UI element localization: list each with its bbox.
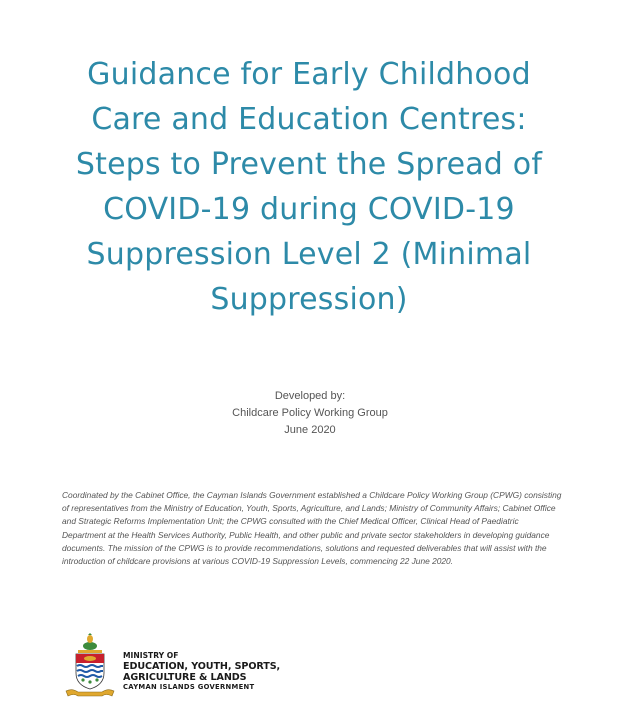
credits-block bbox=[150, 388, 470, 439]
ministry-line-4: CAYMAN ISLANDS GOVERNMENT bbox=[123, 683, 255, 691]
document-title bbox=[40, 52, 578, 322]
ministry-line-2: EDUCATION, YOUTH, SPORTS, bbox=[123, 661, 281, 672]
cayman-islands-coat-of-arms-icon bbox=[60, 633, 120, 699]
ministry-line-1: MINISTRY OF bbox=[123, 651, 179, 660]
title-line-5: Suppression Level 2 (Minimal bbox=[86, 237, 532, 272]
description-paragraph: Coordinated by the Cabinet Office, the Cayman Islands Government established a Childcare Policy Working Group (CPWG) consisting of representatives from the Ministry of Education, Youth, Sports, Agriculture, and Lands; Ministry of Community Affairs; Cabinet Office and Strategic Reforms Implementation Unit; the CPWG consulted with the Chief Medical Officer, Clinical Head of Paediatric Department at the Health Services Authority, Public Health, and other public and private sector stakeholders in developing guidance documents. The mission of the CPWG is to provide recommendations, solutions and requested deliverables that will assist with the introduction of childcare provisions at various COVID-19 Suppression Levels, commencing 22 June 2020. bbox=[62, 490, 562, 567]
developed-by-label: Developed by: bbox=[274, 390, 346, 402]
title-line-4: COVID-19 during COVID-19 bbox=[103, 192, 515, 227]
title-line-1: Guidance for Early Childhood bbox=[87, 57, 531, 92]
title-line-3: Steps to Prevent the Spread of bbox=[75, 147, 543, 182]
working-group-name: Childcare Policy Working Group bbox=[232, 407, 388, 419]
ministry-line-3: AGRICULTURE & LANDS bbox=[123, 672, 247, 683]
publication-date: June 2020 bbox=[284, 424, 336, 436]
title-line-2: Care and Education Centres: bbox=[91, 102, 527, 137]
ministry-wordmark bbox=[123, 651, 323, 692]
title-line-6: Suppression) bbox=[210, 282, 408, 317]
